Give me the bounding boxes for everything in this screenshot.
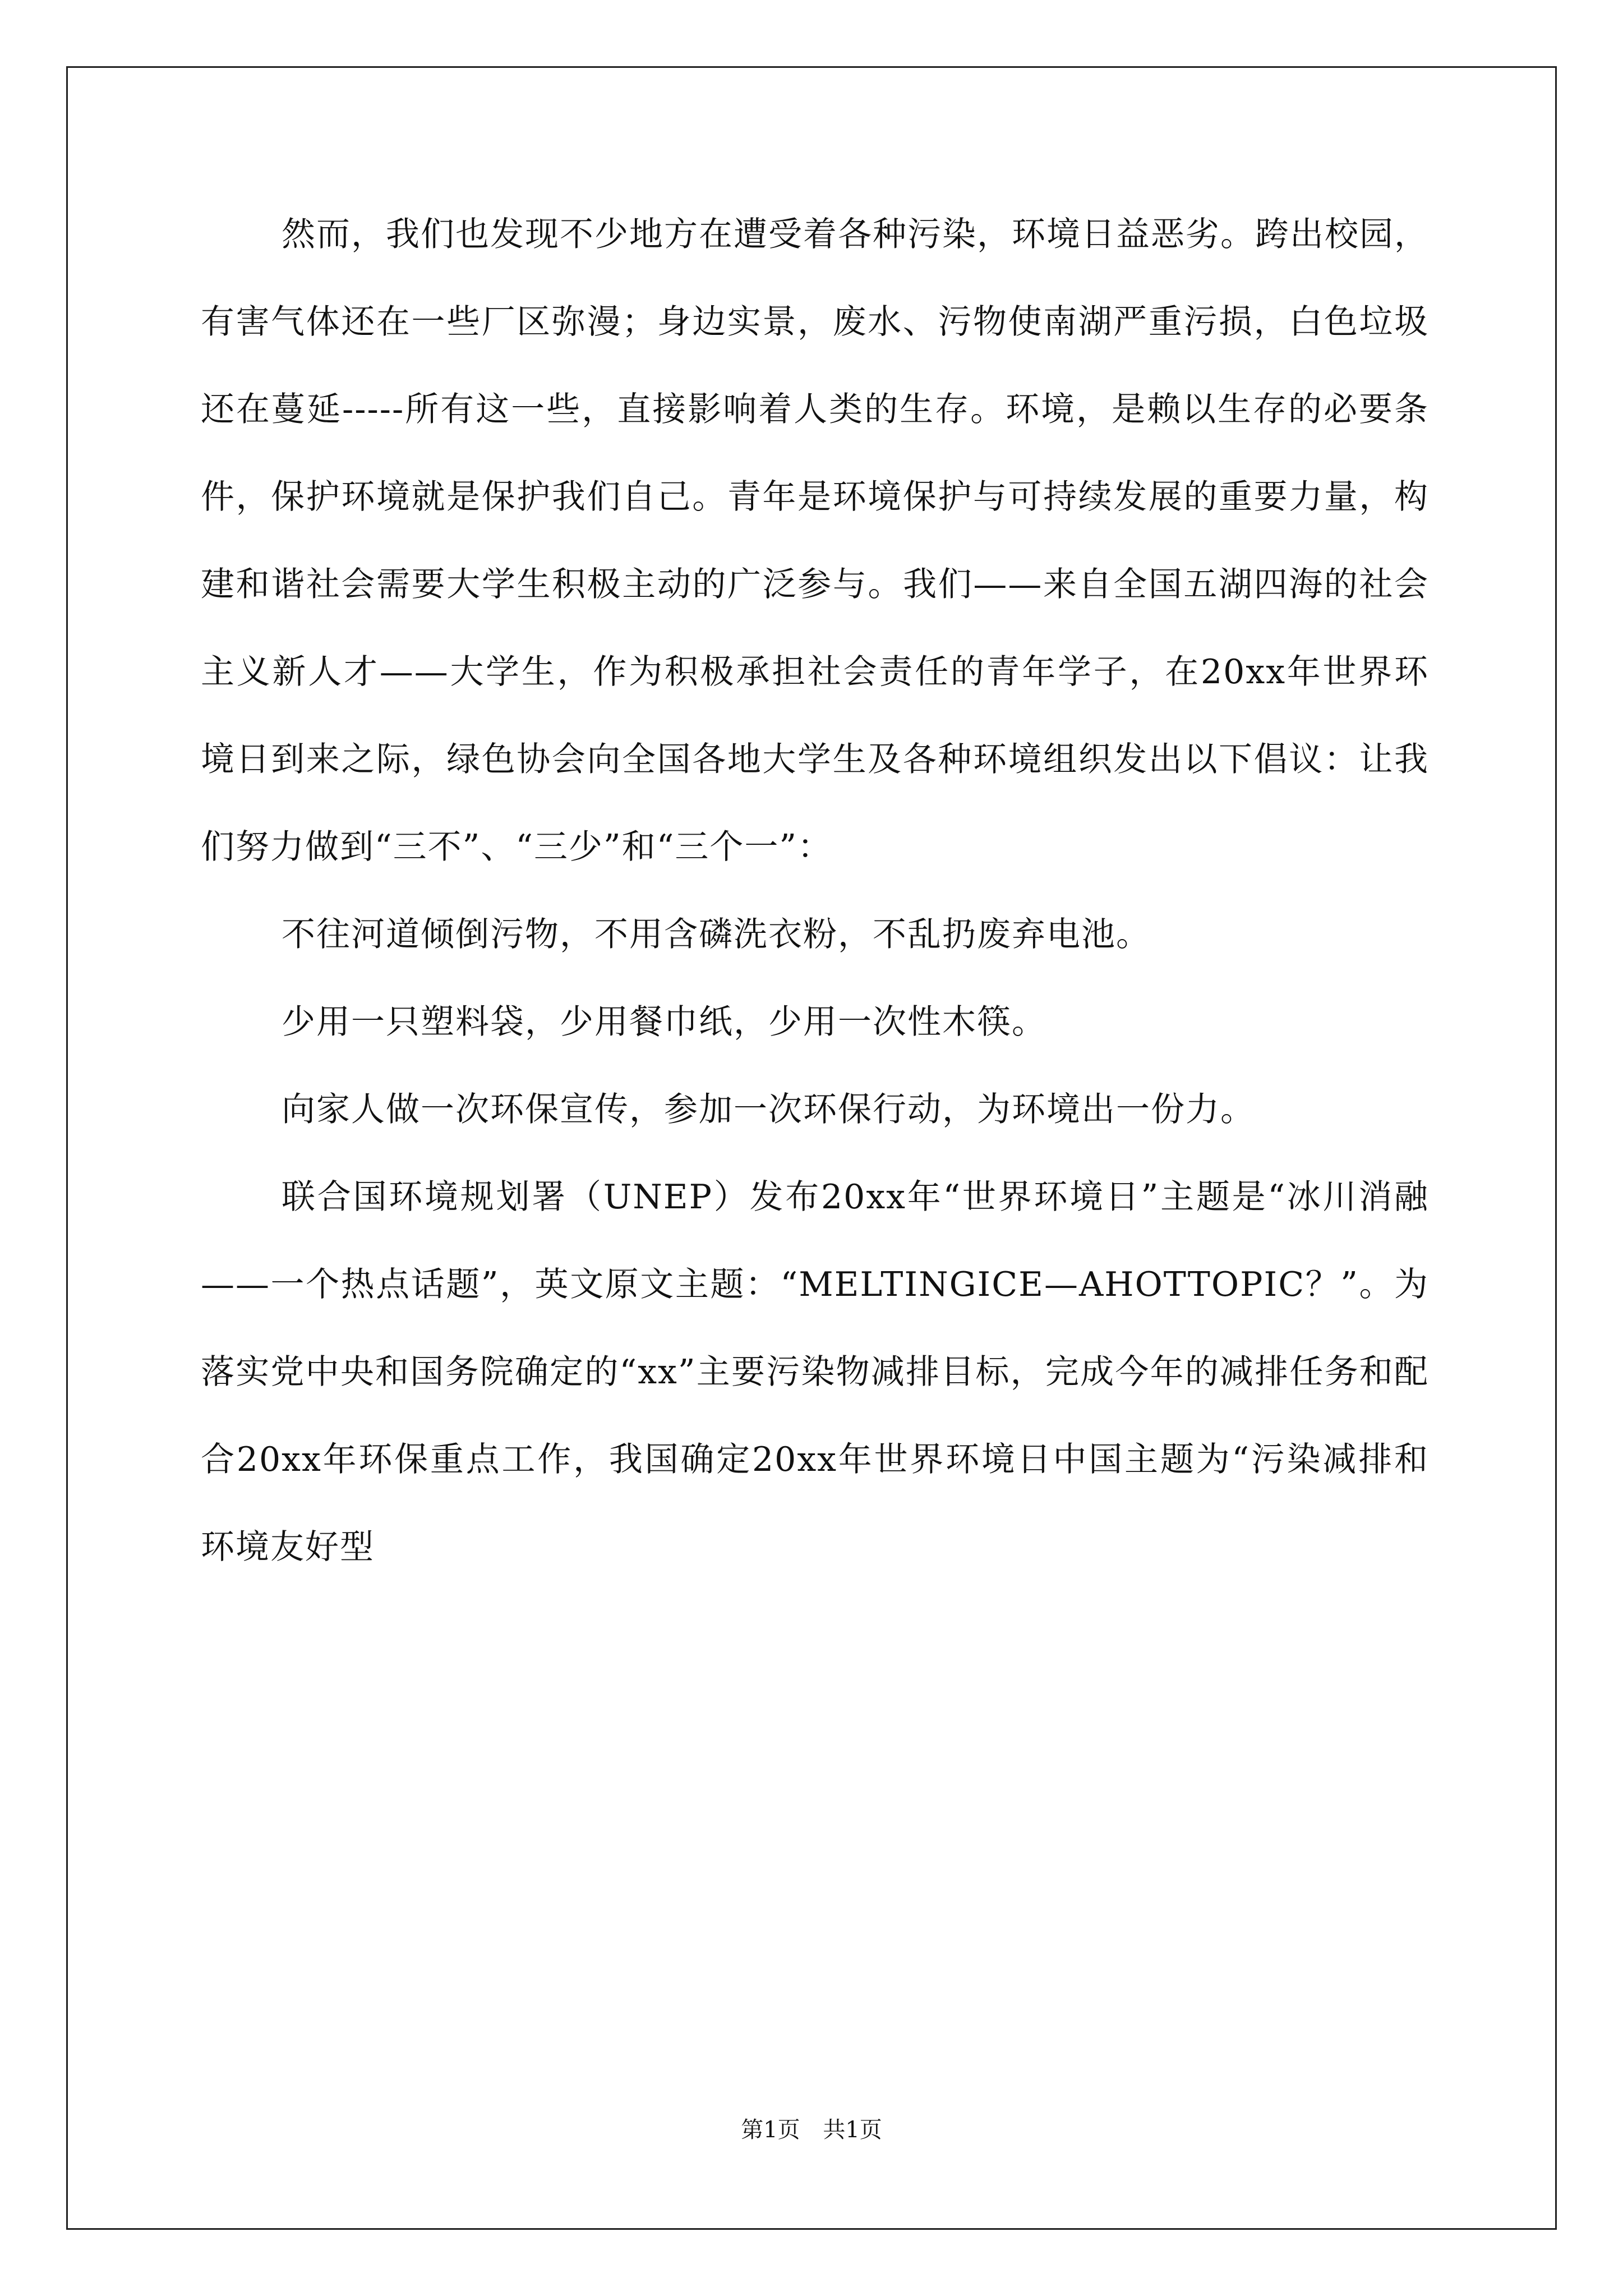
page-footer xyxy=(0,2112,1623,2144)
paragraph: 联合国环境规划署（UNEP）发布20xx年“世界环境日”主题是“冰川消融——一个热点话题”，英文原文主题：“MELTINGICE—AHOTTOPIC？”。为落实党中央和国务院确定的“xx”主要污染物减排目标，完成今年的减排任务和配合20xx年环保重点工作，我国确定20xx年世界环境日中国主题为“污染减排和环境友好型 xyxy=(201,1177,1429,1567)
paragraph: 少用一只塑料袋，少用餐巾纸，少用一次性木筷。 xyxy=(282,1002,1046,1042)
page-number: 第1页 xyxy=(741,2117,800,2143)
paragraph: 不往河道倾倒污物，不用含磷洗衣粉，不乱扔废弃电池。 xyxy=(282,915,1151,954)
page-total: 共1页 xyxy=(823,2117,882,2143)
paragraph: 向家人做一次环保宣传，参加一次环保行动，为环境出一份力。 xyxy=(282,1090,1255,1129)
document-body xyxy=(201,191,1429,1591)
paragraph: 然而，我们也发现不少地方在遭受着各种污染，环境日益恶劣。跨出校园，有害气体还在一些厂区弥漫；身边实景，废水、污物使南湖严重污损，白色垃圾还在蔓延-----所有这一些，直接影响着人类的生存。环境，是赖以生存的必要条件，保护环境就是保护我们自己。青年是环境保护与可持续发展的重要力量，构建和谐社会需要大学生积极主动的广泛参与。我们——来自全国五湖四海的社会主义新人才——大学生，作为积极承担社会责任的青年学子，在20xx年世界环境日到来之际，绿色协会向全国各地大学生及各种环境组织发出以下倡议：让我们努力做到“三不”、“三少”和“三个一”： xyxy=(201,215,1429,867)
